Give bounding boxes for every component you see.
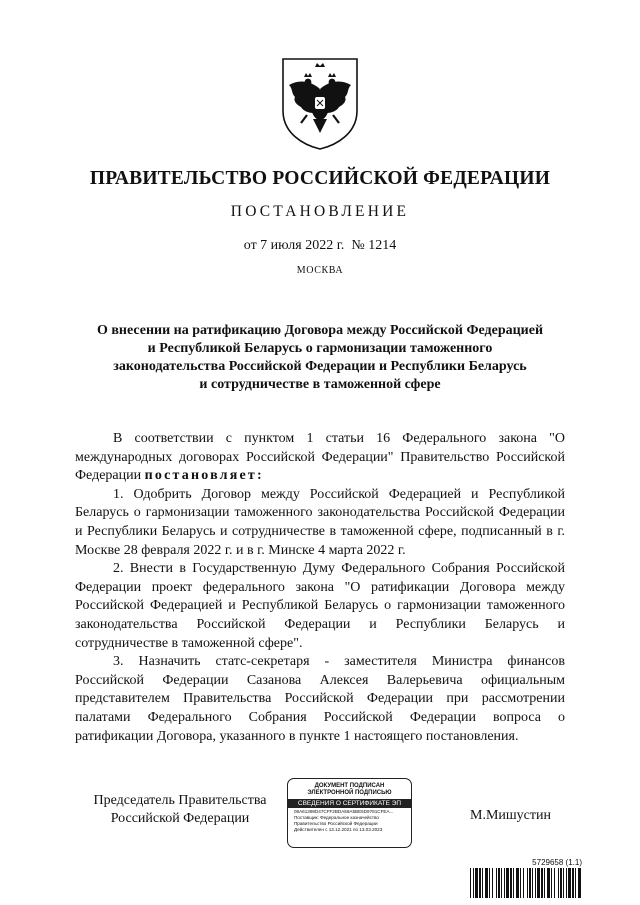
- document-number: № 1214: [351, 238, 397, 253]
- barcode-icon: [470, 868, 582, 898]
- barcode-number: 5729658 (1.1): [532, 858, 582, 867]
- paragraph-1: 1. Одобрить Договор между Российской Федерацией и Республикой Беларусь о гармонизации таможенного законодательства Российской Федерации и Республики Беларусь и сотрудничестве в таможенной сфере, подписанный в г. Москве 28 февраля 2022 г. и в г. Минске 4 марта 2022 г.: [75, 486, 565, 558]
- signatory-name: М.Мишустин: [470, 808, 551, 823]
- document-type: ПОСТАНОВЛЕНИЕ: [230, 203, 410, 220]
- government-title: ПРАВИТЕЛЬСТВО РОССИЙСКОЙ ФЕДЕРАЦИИ: [89, 168, 551, 189]
- document-date: от 7 июля 2022 г.: [243, 238, 345, 253]
- decree-word: постановляет:: [144, 468, 264, 484]
- stamp-validity: Действителен с 13.12.2021 по 13.03.2023: [294, 827, 383, 832]
- electronic-signature-stamp: [287, 778, 412, 848]
- stamp-issuer: Правительство Российской Федерации: [294, 821, 378, 826]
- intro-text: В соответствии с пунктом 1 статьи 16 Федерального закона "О международных договорах Российской Федерации" Правительство Российской Федерации: [75, 431, 565, 484]
- document-body: [75, 430, 565, 746]
- position-line: Российской Федерации: [110, 811, 250, 826]
- coat-of-arms-emblem: [275, 55, 365, 151]
- certificate-number: 08A61398D47CFF2BDA59A5BE5D9781CFEA...: [294, 809, 394, 814]
- paragraph-3: 3. Назначить статс-секретаря - заместителя Министра финансов Российской Федерации Сазанова Алексея Валерьевича официальным представителем Правительства Российской Федерации при рассмотрении палатами Федерального Собрания Российской Федерации вопроса о ратификации Договора, указанного в пункте 1 настоящего постановления.: [75, 654, 565, 744]
- stamp-issuer: Поставщик: Федеральное казначейство: [294, 815, 379, 820]
- subject-line: законодательства Российской Федерации и Республики Беларусь: [113, 359, 527, 374]
- document-subject: [70, 322, 570, 394]
- city-name: МОСКВА: [296, 265, 344, 276]
- date-number-line: [0, 238, 640, 254]
- intro-paragraph: [75, 430, 565, 486]
- signatory-position: [90, 792, 270, 828]
- barcode-block: [470, 858, 582, 903]
- stamp-band: СВЕДЕНИЯ О СЕРТИФИКАТЕ ЭП: [288, 799, 411, 808]
- subject-line: О внесении на ратификацию Договора между Российской Федерацией: [96, 323, 544, 338]
- subject-line: и Республикой Беларусь о гармонизации таможенного: [147, 341, 493, 356]
- subject-line: и сотрудничестве в таможенной сфере: [199, 377, 441, 392]
- position-line: Председатель Правительства: [93, 793, 267, 808]
- stamp-line: ЭЛЕКТРОННОЙ ПОДПИСЬЮ: [307, 790, 392, 796]
- stamp-line: ДОКУМЕНТ ПОДПИСАН: [314, 783, 385, 789]
- paragraph-2: 2. Внести в Государственную Думу Федерального Собрания Российской Федерации проект федерального закона "О ратификации Договора между Российской Федерацией и Республикой Беларусь о гармонизации таможенного законодательства Российской Федерации и Республики Беларусь и сотрудничестве в таможенной сфере".: [75, 561, 565, 651]
